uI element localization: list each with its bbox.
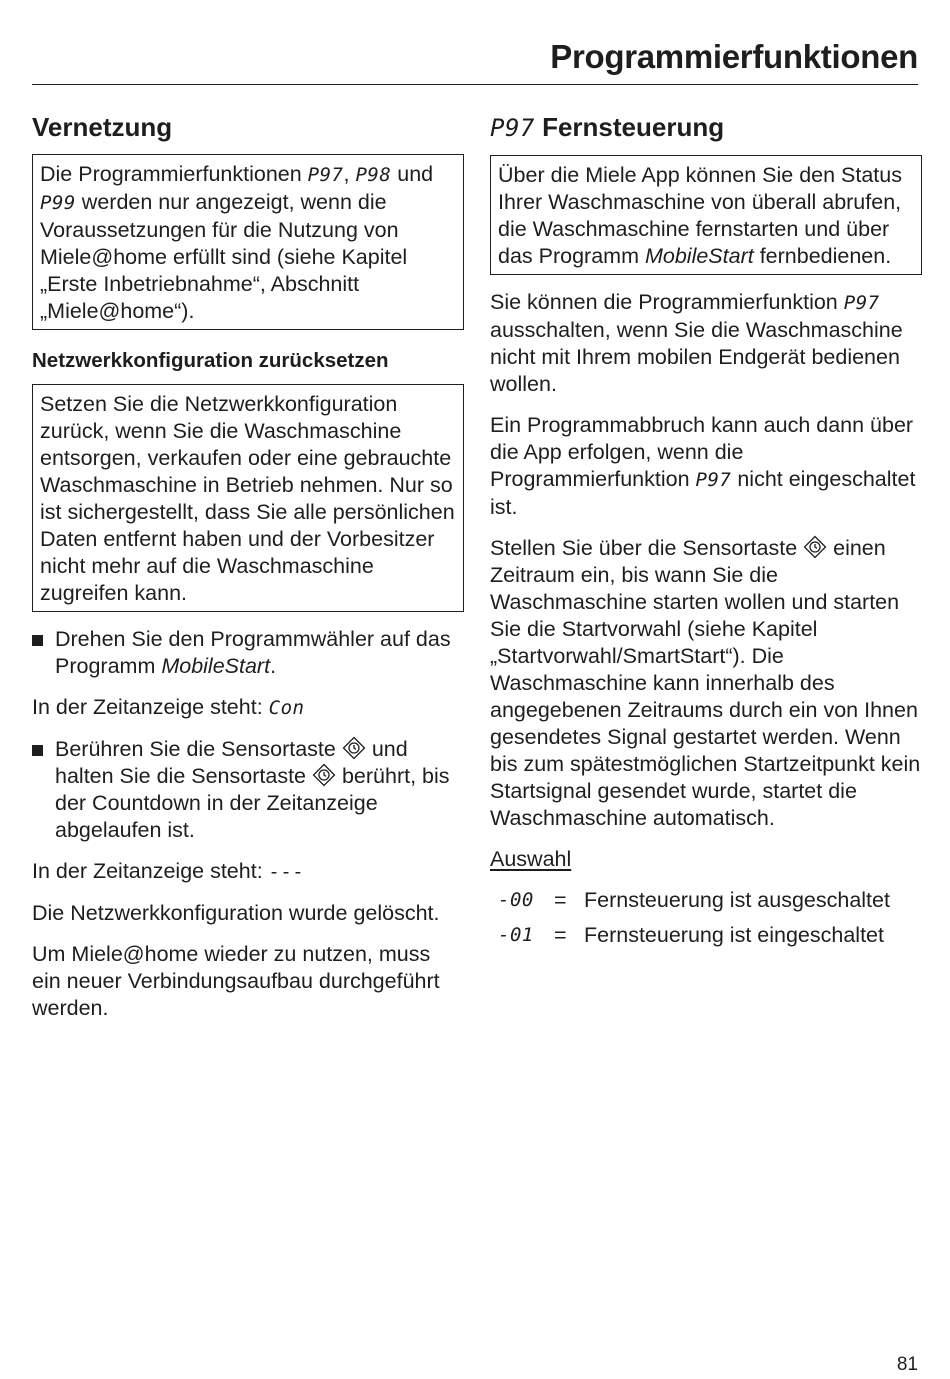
right-column [490, 110, 922, 957]
display-label: In der Zeitanzeige steht: [32, 695, 269, 719]
box-text: fernbedienen. [753, 244, 892, 268]
section-heading-fernsteuerung [490, 110, 922, 145]
step-text: Drehen Sie den Programmwähler auf das Programm [55, 627, 451, 678]
paragraph-switch-off [490, 289, 922, 398]
box-text: werden nur angezeigt, wenn die Voraussetzungen für die Nutzung von Miele@home erfüllt sind (siehe Kapitel „Erste Inbetriebnahme“, Abschnitt „Miele@home“). [40, 190, 408, 323]
header-rule [32, 84, 918, 85]
info-box-app [490, 155, 922, 275]
info-box-programmierfunktionen [32, 154, 464, 330]
paragraph-text: Ein Programmabbruch kann auch dann über die App erfolgen, wenn die Programmierfunktion [490, 413, 914, 491]
heading-code: P97 [490, 114, 535, 142]
paragraph-reconnect: Um Miele@home wieder zu nutzen, muss ein neuer Verbindungsaufbau durchgeführt werden. [32, 942, 440, 1020]
program-name: MobileStart [644, 244, 754, 268]
option-equals: = [554, 923, 567, 947]
paragraph-text: einen Zeitraum ein, bis wann Sie die Waschmaschine starten wollen und starten Sie die Startvorwahl (siehe Kapitel „Startvorwahl/SmartStart“). Die Waschmaschine kann innerhalb des angegebenen Zeitraums durch ein von Ihnen gesendetes Signal gestartet werden. Wenn bis zum spätestmöglichen Startzeitpunkt kein Startsignal gesendet wurde, startet die Waschmaschine automatisch. [490, 536, 921, 830]
page-number: 81 [896, 1354, 918, 1375]
bullet-square-icon [32, 745, 43, 756]
option-code: -01 [498, 924, 534, 946]
option-description: Fernsteuerung ist eingeschaltet [584, 923, 884, 947]
bullet-square-icon [32, 635, 43, 646]
subheading-netzwerk-reset: Netzwerkkonfiguration zurücksetzen [32, 349, 389, 372]
start-delay-sensor-icon [803, 535, 827, 559]
option-description: Fernsteuerung ist ausgeschaltet [584, 888, 890, 912]
display-readout-con [32, 694, 464, 722]
start-delay-sensor-icon [342, 736, 366, 760]
display-label: In der Zeitanzeige steht: [32, 859, 269, 883]
step-hold-sensor [32, 736, 464, 844]
display-code: --- [268, 861, 305, 883]
paragraph-text: Sie können die Programmierfunktion [490, 290, 844, 314]
program-name: MobileStart [161, 654, 271, 678]
paragraph-deleted: Die Netzwerkkonfiguration wurde gelöscht. [32, 901, 440, 925]
start-delay-sensor-icon [312, 763, 336, 787]
box-text: Die Programmierfunktionen [40, 162, 308, 186]
code-p98: P98 [355, 164, 392, 186]
paragraph-text: Stellen Sie über die Sensortaste [490, 536, 804, 560]
paragraph-text: ausschalten, wenn Sie die Waschmaschine nicht mit Ihrem mobilen Endgerät bedienen wollen. [490, 318, 903, 396]
box-text: Über die Miele App können Sie den Status Ihrer Waschmaschine von überall abrufen, die Waschmaschine fernstarten und über das Programm [498, 163, 902, 268]
code-p97: P97 [307, 164, 344, 186]
option-row-off [490, 887, 922, 914]
code-p97: P97 [843, 292, 880, 314]
selection-label: Auswahl [490, 847, 572, 871]
section-heading-vernetzung: Vernetzung [32, 112, 173, 142]
code-p97: P97 [695, 469, 732, 491]
step-select-program [32, 626, 464, 680]
step-text: Berühren Sie die Sensortaste [55, 737, 342, 761]
code-p99: P99 [40, 192, 76, 214]
page-header-title: Programmierfunktionen [550, 38, 918, 75]
paragraph-start-delay [490, 535, 922, 832]
paragraph-abort [490, 412, 922, 521]
display-readout-dashes [32, 858, 464, 886]
step-text: berührt, bis der Countdown in der Zeitanzeige abgelaufen ist. [55, 764, 450, 842]
option-code: -00 [498, 889, 534, 911]
option-row-on [490, 922, 922, 949]
display-code: Con [268, 697, 305, 719]
box-text: , [343, 162, 356, 186]
box-text: und [391, 162, 434, 186]
paragraph-text: nicht eingeschaltet ist. [490, 467, 916, 519]
step-text: . [270, 654, 277, 678]
option-equals: = [554, 888, 567, 912]
info-box-reset: Setzen Sie die Netzwerkkonfiguration zurück, wenn Sie die Waschmaschine entsorgen, verkaufen oder eine gebrauchte Waschmaschine in Betrieb nehmen. Nur so ist sichergestellt, dass Sie alle persönlichen Daten entfernt haben und der Vorbesitzer nicht mehr auf die Waschmaschine zugreifen kann. [32, 384, 464, 612]
step-text: und halten Sie die Sensortaste [55, 737, 408, 788]
heading-text: Fernsteuerung [542, 112, 725, 142]
left-column [32, 110, 464, 1036]
